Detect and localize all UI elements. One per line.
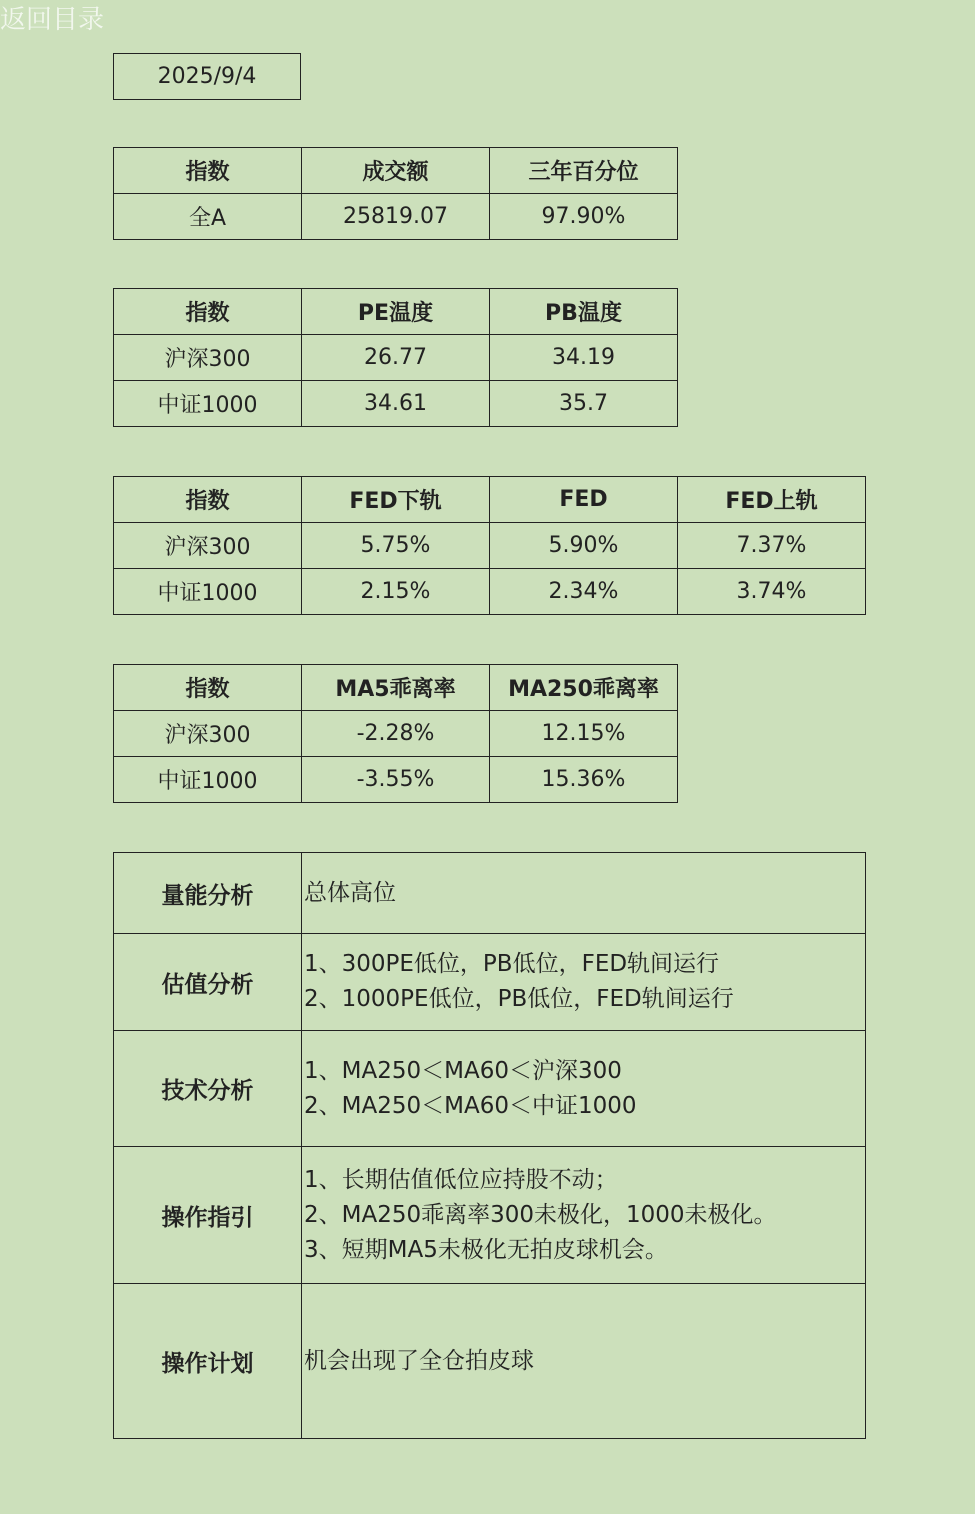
analysis-content xyxy=(302,1031,866,1147)
cell-fed-upper: 3.74% xyxy=(678,569,866,615)
cell-index-name: 沪深300 xyxy=(114,523,302,569)
analysis-line: 2、MA250＜MA60＜中证1000 xyxy=(304,1092,637,1119)
fed-table xyxy=(113,476,866,615)
analysis-label: 量能分析 xyxy=(114,853,302,934)
cell-index-name: 中证1000 xyxy=(114,381,302,427)
header-pe-temperature: PE温度 xyxy=(302,289,490,335)
cell-pe-temperature: 26.77 xyxy=(302,335,490,381)
cell-ma250-deviation: 12.15% xyxy=(490,711,678,757)
analysis-label: 操作指引 xyxy=(114,1147,302,1284)
analysis-label: 估值分析 xyxy=(114,934,302,1031)
header-index: 指数 xyxy=(114,477,302,523)
header-pb-temperature: PB温度 xyxy=(490,289,678,335)
cell-pe-temperature: 34.61 xyxy=(302,381,490,427)
table-header-row xyxy=(114,148,678,194)
analysis-line: 机会出现了全仓拍皮球 xyxy=(304,1347,534,1374)
header-index: 指数 xyxy=(114,148,302,194)
table-row xyxy=(114,757,678,803)
header-fed-upper: FED上轨 xyxy=(678,477,866,523)
cell-fed-lower: 5.75% xyxy=(302,523,490,569)
analysis-content xyxy=(302,1147,866,1284)
cell-fed: 2.34% xyxy=(490,569,678,615)
header-three-year-percentile: 三年百分位 xyxy=(490,148,678,194)
cell-percentile: 97.90% xyxy=(490,194,678,240)
analysis-line: 1、长期估值低位应持股不动； xyxy=(304,1166,618,1193)
analysis-line: 2、1000PE低位，PB低位，FED轨间运行 xyxy=(304,986,734,1012)
table-header-row xyxy=(114,289,678,335)
analysis-table xyxy=(113,852,866,1439)
cell-pb-temperature: 34.19 xyxy=(490,335,678,381)
temperature-table xyxy=(113,288,678,427)
cell-pb-temperature: 35.7 xyxy=(490,381,678,427)
table-header-row xyxy=(114,665,678,711)
table-row xyxy=(114,523,866,569)
analysis-content xyxy=(302,853,866,934)
analysis-content xyxy=(302,1284,866,1439)
cell-ma5-deviation: -2.28% xyxy=(302,711,490,757)
cell-index-name: 全A xyxy=(114,194,302,240)
analysis-line: 3、短期MA5未极化无拍皮球机会。 xyxy=(304,1236,668,1263)
analysis-row-valuation xyxy=(114,934,866,1031)
cell-ma5-deviation: -3.55% xyxy=(302,757,490,803)
analysis-line: 2、MA250乖离率300未极化，1000未极化。 xyxy=(304,1201,777,1228)
cell-fed-lower: 2.15% xyxy=(302,569,490,615)
cell-ma250-deviation: 15.36% xyxy=(490,757,678,803)
analysis-row-guidance xyxy=(114,1147,866,1284)
volume-table xyxy=(113,147,678,240)
analysis-line: 1、MA250＜MA60＜沪深300 xyxy=(304,1057,622,1084)
ma-deviation-table xyxy=(113,664,678,803)
analysis-label: 操作计划 xyxy=(114,1284,302,1439)
header-fed: FED xyxy=(490,477,678,523)
analysis-content xyxy=(302,934,866,1031)
analysis-row-technical xyxy=(114,1031,866,1147)
header-ma250-deviation: MA250乖离率 xyxy=(490,665,678,711)
table-row xyxy=(114,194,678,240)
analysis-row-plan xyxy=(114,1284,866,1439)
cell-index-name: 中证1000 xyxy=(114,569,302,615)
date-box: 2025/9/4 xyxy=(113,53,301,100)
header-fed-lower: FED下轨 xyxy=(302,477,490,523)
cell-fed: 5.90% xyxy=(490,523,678,569)
cell-index-name: 中证1000 xyxy=(114,757,302,803)
cell-turnover: 25819.07 xyxy=(302,194,490,240)
analysis-line: 总体高位 xyxy=(304,879,396,906)
cell-index-name: 沪深300 xyxy=(114,711,302,757)
header-index: 指数 xyxy=(114,665,302,711)
table-row xyxy=(114,381,678,427)
analysis-line: 1、300PE低位，PB低位，FED轨间运行 xyxy=(304,951,720,977)
analysis-label: 技术分析 xyxy=(114,1031,302,1147)
analysis-row-volume xyxy=(114,853,866,934)
back-to-contents-link[interactable]: 返回目录 xyxy=(0,5,105,35)
table-header-row xyxy=(114,477,866,523)
table-row xyxy=(114,569,866,615)
cell-index-name: 沪深300 xyxy=(114,335,302,381)
header-turnover: 成交额 xyxy=(302,148,490,194)
header-index: 指数 xyxy=(114,289,302,335)
table-row xyxy=(114,711,678,757)
table-row xyxy=(114,335,678,381)
header-ma5-deviation: MA5乖离率 xyxy=(302,665,490,711)
cell-fed-upper: 7.37% xyxy=(678,523,866,569)
